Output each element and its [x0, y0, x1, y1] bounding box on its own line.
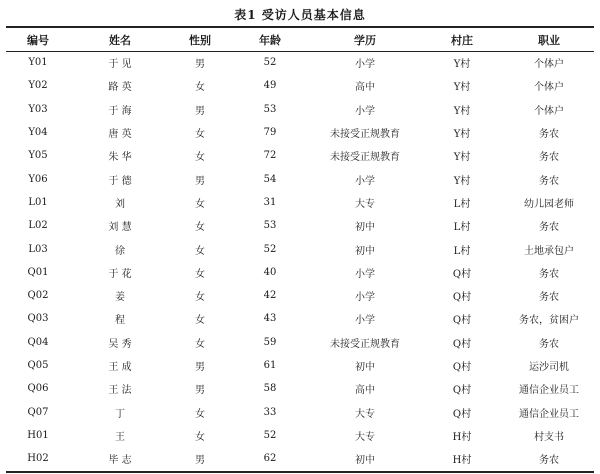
cell-village: L村: [453, 198, 471, 210]
cell-gender: 女: [195, 198, 205, 210]
cell-name: 毕 志: [108, 455, 132, 467]
cell-village: Q村: [452, 338, 472, 350]
cell-education: 初中: [355, 455, 375, 467]
cell-gender: 女: [195, 245, 205, 257]
header-village: 村庄: [451, 33, 473, 47]
table-row: [6, 354, 594, 377]
table-row: [6, 377, 594, 400]
cell-village: L村: [453, 222, 471, 234]
header-name: 姓名: [109, 33, 131, 47]
cell-id: L01: [28, 196, 48, 208]
table-row: [6, 261, 594, 284]
cell-age: 40: [263, 266, 277, 278]
table-row: [6, 214, 594, 237]
cell-education: 大专: [355, 431, 375, 443]
cell-occupation: 务农: [539, 222, 559, 234]
table-row: [6, 400, 594, 423]
cell-name: 于 海: [108, 105, 132, 117]
cell-occupation: 个体户: [534, 105, 564, 117]
cell-id: Q03: [27, 313, 49, 325]
cell-name: 程: [115, 315, 125, 327]
cell-village: Q村: [452, 268, 472, 280]
cell-education: 未接受正规教育: [330, 338, 400, 350]
cell-age: 43: [263, 313, 277, 325]
cell-name: 路 英: [108, 82, 132, 94]
cell-id: Q07: [27, 406, 49, 418]
header-education: 学历: [354, 33, 376, 47]
cell-age: 49: [263, 80, 277, 92]
cell-id: Y02: [28, 80, 48, 92]
cell-age: 52: [263, 57, 277, 69]
cell-id: H02: [27, 453, 49, 465]
header-row: [6, 28, 594, 51]
cell-age: 79: [263, 127, 277, 139]
cell-id: Y03: [28, 103, 48, 115]
cell-gender: 女: [195, 222, 205, 234]
cell-occupation: 务农: [539, 292, 559, 304]
cell-education: 小学: [355, 59, 375, 71]
cell-gender: 男: [195, 362, 205, 373]
cell-age: 54: [263, 173, 277, 185]
cell-village: H村: [452, 455, 472, 467]
cell-village: Y村: [453, 105, 471, 117]
cell-gender: 女: [195, 152, 205, 164]
cell-gender: 男: [195, 385, 205, 397]
cell-name: 于 见: [108, 59, 132, 71]
header-age: 年龄: [259, 33, 281, 47]
cell-name: 刘: [115, 198, 125, 210]
cell-village: Y村: [453, 152, 471, 164]
cell-village: Q村: [452, 408, 472, 420]
cell-gender: 男: [195, 455, 205, 467]
cell-name: 唐 英: [108, 129, 132, 141]
cell-age: 31: [263, 196, 277, 208]
table-row: [6, 237, 594, 260]
cell-education: 小学: [355, 315, 375, 327]
cell-village: Q村: [452, 362, 472, 373]
cell-village: Y村: [453, 129, 471, 141]
cell-occupation: 土地承包户: [524, 245, 574, 257]
table-title: 表1 受访人员基本信息: [234, 8, 366, 22]
header-gender: 性别: [189, 33, 211, 47]
cell-education: 小学: [355, 105, 375, 117]
cell-name: 吴 秀: [108, 338, 132, 350]
cell-gender: 女: [195, 82, 205, 94]
header-occupation: 职业: [538, 33, 560, 47]
cell-id: Y05: [28, 150, 48, 162]
table-row: [6, 121, 594, 144]
cell-name: 徐: [115, 245, 125, 257]
cell-education: 未接受正规教育: [330, 152, 400, 164]
table-row: [6, 424, 594, 447]
cell-name: 刘 慧: [108, 222, 132, 234]
cell-name: 王: [115, 431, 125, 443]
cell-id: L03: [28, 243, 48, 255]
table-row: [6, 307, 594, 330]
interviewee-table: [6, 28, 594, 470]
cell-education: 小学: [355, 292, 375, 304]
cell-education: 未接受正规教育: [330, 129, 400, 141]
cell-id: L02: [28, 220, 48, 232]
cell-name: 王 成: [108, 362, 132, 373]
cell-id: Q01: [27, 266, 49, 278]
cell-village: Q村: [452, 292, 472, 304]
table-row: [6, 331, 594, 354]
cell-occupation: 务农: [539, 338, 559, 350]
cell-age: 61: [263, 360, 277, 371]
cell-id: Q05: [27, 360, 49, 371]
cell-age: 52: [263, 243, 277, 255]
cell-id: Y06: [28, 173, 48, 185]
cell-occupation: 务农: [539, 152, 559, 164]
cell-education: 小学: [355, 175, 375, 187]
cell-occupation: 务农: [539, 129, 559, 141]
cell-occupation: 通信企业员工: [519, 408, 579, 420]
cell-gender: 男: [195, 59, 205, 71]
cell-education: 初中: [355, 362, 375, 373]
cell-age: 62: [263, 453, 277, 465]
cell-education: 小学: [355, 268, 375, 280]
cell-occupation: 务农: [539, 175, 559, 187]
cell-id: Q02: [27, 290, 49, 302]
cell-village: L村: [453, 245, 471, 257]
cell-gender: 男: [195, 105, 205, 117]
cell-occupation: 村支书: [534, 431, 564, 443]
cell-name: 王 法: [108, 385, 132, 397]
cell-village: Y村: [453, 59, 471, 71]
cell-gender: 女: [195, 408, 205, 420]
cell-education: 初中: [355, 245, 375, 257]
cell-gender: 女: [195, 129, 205, 141]
cell-age: 52: [263, 429, 277, 441]
cell-age: 58: [263, 383, 277, 395]
cell-occupation: 务农: [539, 455, 559, 467]
table-row: [6, 167, 594, 190]
cell-village: H村: [452, 431, 472, 443]
cell-gender: 女: [195, 292, 205, 304]
table-row: [6, 74, 594, 97]
cell-occupation: 个体户: [534, 82, 564, 94]
cell-name: 于 德: [108, 175, 132, 187]
cell-gender: 女: [195, 315, 205, 327]
cell-occupation: 运沙司机: [529, 362, 569, 373]
cell-name: 于 花: [108, 268, 132, 280]
cell-occupation: 务农，贫困户: [519, 315, 579, 327]
cell-gender: 男: [195, 175, 205, 187]
bottom-rule: [6, 471, 594, 473]
cell-occupation: 通信企业员工: [519, 385, 579, 397]
cell-age: 59: [263, 336, 277, 348]
cell-age: 53: [263, 103, 277, 115]
cell-id: Q04: [27, 336, 49, 348]
cell-id: Y01: [28, 57, 48, 69]
cell-education: 高中: [355, 82, 375, 94]
cell-occupation: 务农: [539, 268, 559, 280]
cell-id: Y04: [28, 127, 48, 139]
cell-village: Q村: [452, 385, 472, 397]
table-row: [6, 51, 594, 74]
cell-age: 53: [263, 220, 277, 232]
cell-gender: 女: [195, 268, 205, 280]
cell-id: Q06: [27, 383, 49, 395]
cell-gender: 女: [195, 431, 205, 443]
header-id: 编号: [27, 33, 49, 47]
cell-occupation: 幼儿园老师: [524, 198, 574, 210]
table-row: [6, 191, 594, 214]
cell-village: Y村: [453, 175, 471, 187]
cell-education: 大专: [355, 198, 375, 210]
table-row: [6, 144, 594, 167]
cell-education: 高中: [355, 385, 375, 397]
cell-age: 72: [263, 150, 277, 162]
cell-occupation: 个体户: [534, 59, 564, 71]
cell-education: 初中: [355, 222, 375, 234]
cell-name: 朱 华: [108, 152, 132, 164]
cell-name: 姜: [115, 292, 125, 304]
cell-age: 42: [263, 290, 277, 302]
table-row: [6, 284, 594, 307]
table-row: [6, 447, 594, 470]
cell-id: H01: [27, 429, 49, 441]
cell-village: Q村: [452, 315, 472, 327]
cell-gender: 女: [195, 338, 205, 350]
cell-name: 丁: [115, 408, 125, 420]
table-row: [6, 98, 594, 121]
cell-age: 33: [263, 406, 277, 418]
cell-education: 大专: [355, 408, 375, 420]
table-body: [6, 51, 594, 470]
cell-village: Y村: [453, 82, 471, 94]
